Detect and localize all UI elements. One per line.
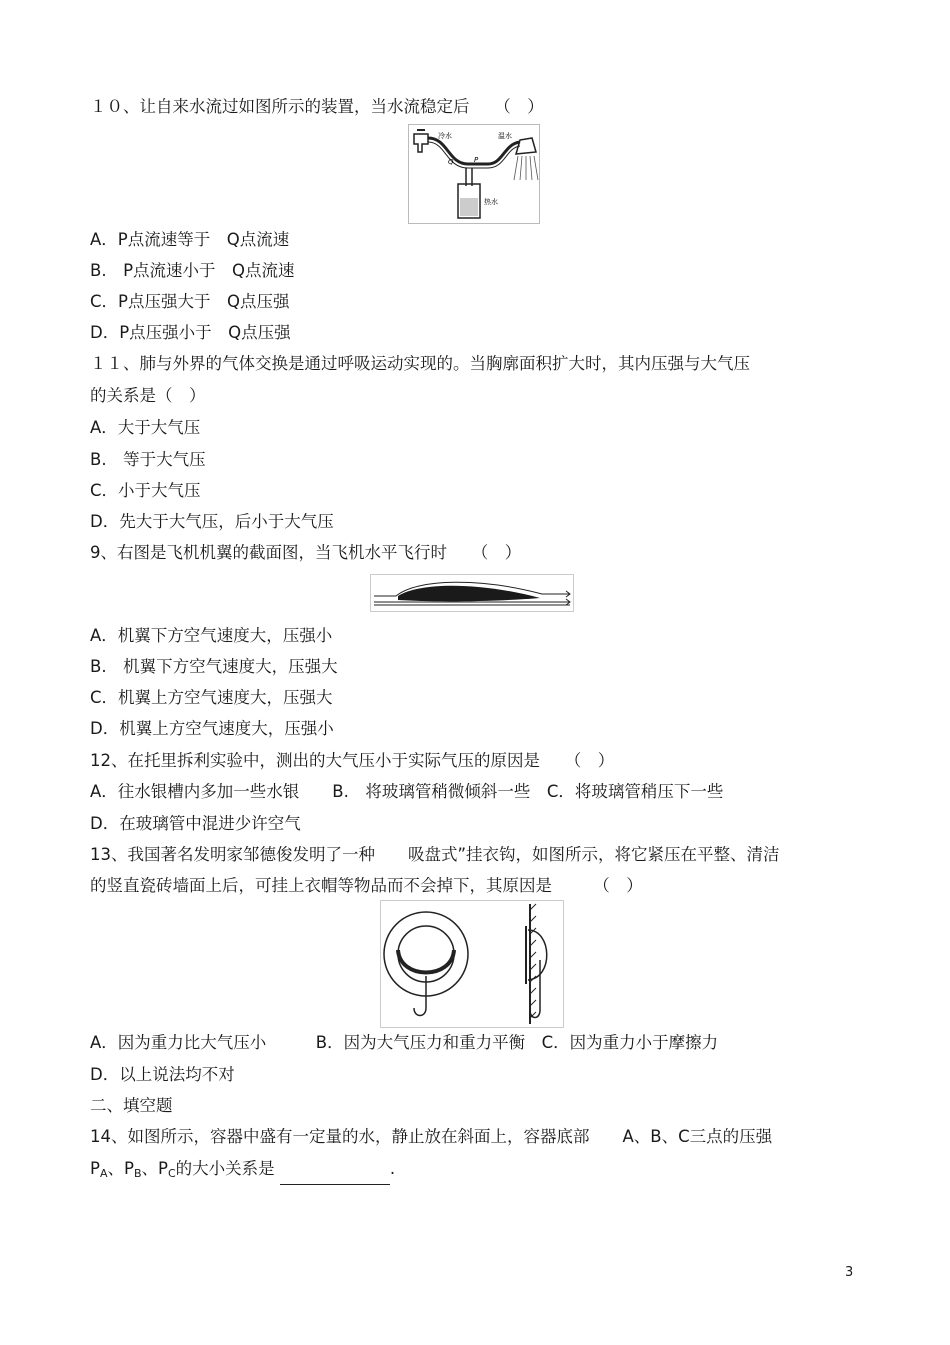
q13-options-line1: A．因为重力比大气压小 B．因为大气压力和重力平衡 C．因为重力小于摩擦力	[90, 1033, 719, 1052]
q14-stem-line1: 14、如图所示，容器中盛有一定量的水，静止放在斜面上，容器底部 A、B、C三点的压强	[90, 1127, 773, 1146]
q10-option-a: A．P点流速等于 Q点流速	[90, 230, 290, 249]
q10-figure	[408, 124, 540, 224]
q13-stem-line1: 13、我国著名发明家邹德俊发明了一种 吸盘式”挂衣钩，如图所示，将它紧压在平整、清洁	[90, 845, 780, 864]
q11-option-d: D．先大于大气压，后小于大气压	[90, 512, 334, 531]
label-hot-water: 热水	[484, 198, 498, 206]
page-number: 3	[845, 1265, 854, 1280]
q9-option-b: B. 机翼下方空气速度大，压强大	[90, 657, 338, 676]
q11-option-b: B. 等于大气压	[90, 450, 206, 469]
q11-option-c: C．小于大气压	[90, 481, 201, 500]
q11-stem-line1: １１、肺与外界的气体交换是通过呼吸运动实现的。当胸廓面积扩大时，其内压强与大气压	[90, 354, 750, 373]
section-heading: 二、填空题	[90, 1096, 173, 1115]
q13-options-line2: D．以上说法均不对	[90, 1065, 235, 1084]
label-q: Q	[448, 158, 454, 166]
answer-blank[interactable]	[280, 1166, 390, 1185]
q13-suction-hook-figure	[380, 900, 564, 1028]
q12-stem: 12、在托里拆利实验中，测出的大气压小于实际气压的原因是 （ ）	[90, 751, 615, 770]
q11-stem-line2: 的关系是（ ）	[90, 386, 206, 405]
q10-option-d: D．P点压强小于 Q点压强	[90, 323, 291, 342]
q13-stem-line2: 的竖直瓷砖墙面上后，可挂上衣帽等物品而不会掉下，其原因是 （ ）	[90, 876, 643, 895]
q10-stem: １０、让自来水流过如图所示的装置，当水流稳定后 （ ）	[90, 97, 544, 116]
q9-option-a: A．机翼下方空气速度大，压强小	[90, 626, 333, 645]
q9-option-c: C．机翼上方空气速度大，压强大	[90, 688, 333, 707]
label-warm-water: 温水	[498, 132, 512, 140]
q14-stem-line2: $P_A$、$P_B$、$P_C$的大小关系是 .	[90, 1158, 395, 1185]
label-cold-water: 冷水	[438, 132, 452, 140]
q10-option-c: C．P点压强大于 Q点压强	[90, 292, 290, 311]
q12-options-line2: D．在玻璃管中混进少许空气	[90, 814, 301, 833]
q9-wing-figure	[370, 574, 574, 612]
q9-option-d: D．机翼上方空气速度大，压强小	[90, 719, 334, 738]
q10-option-b: B. P点流速小于 Q点流速	[90, 261, 295, 280]
label-p: P	[474, 156, 479, 164]
q11-option-a: A．大于大气压	[90, 418, 201, 437]
q9-stem: 9、右图是飞机机翼的截面图，当飞机水平飞行时 （ ）	[90, 543, 522, 562]
q12-options-line1: A．往水银槽内多加一些水银 B. 将玻璃管稍微倾斜一些 C．将玻璃管稍压下一些	[90, 782, 724, 801]
